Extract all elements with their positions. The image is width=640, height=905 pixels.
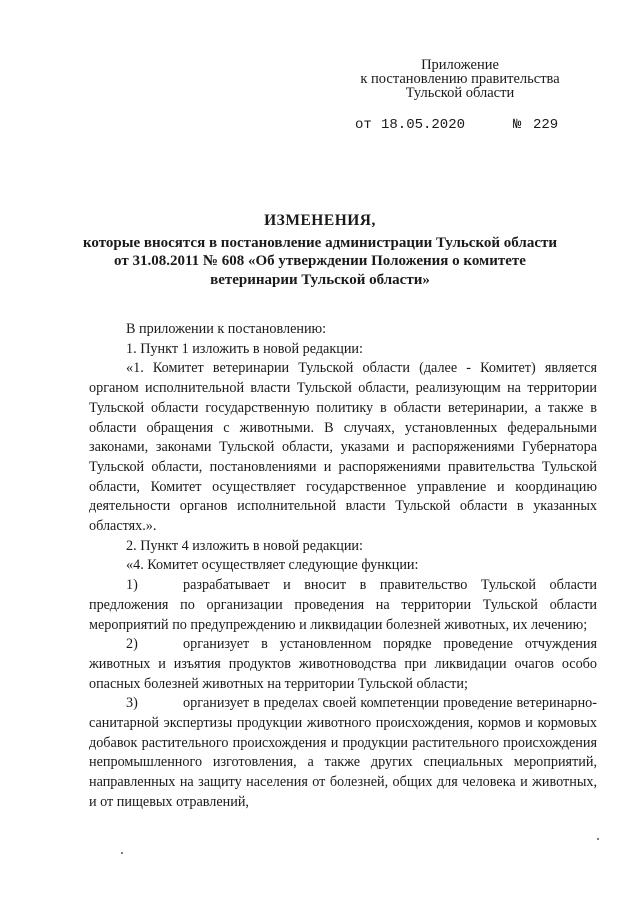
scan-speck [597,838,599,840]
document-date: 18.05.2020 [381,117,466,133]
body-paragraph: 2. Пункт 4 изложить в новой редакции: [126,537,363,554]
list-item-text: организует в пределах своей компетенции проведение ветеринарно-санитарной экспертизы продукции животного происхождения, кормов и кормовых добавок растительного происхождения и продукции растительного происхождения непромышленного изготовления, а также других специальных мероприятий, направленных на защиту населения от болезней, общих для человека и животных, и от пищевых отравлений, [89,695,597,810]
date-label: от [355,117,372,133]
body-paragraph: «1. Комитет ветеринарии Тульской области (далее - Комитет) является органом исполнительной власти Тульской области, реализующим на территории Тульской области государственную политику в области ветеринарии, а также в области обращения с животными. В случаях, установленных федеральными законами, законами Тульской области, указами и распоряжениями Губернатора Тульской области, постановлениями и распоряжениями правительства Тульской области, Комитет осуществляет государственное управление и координацию деятельности органов исполнительной власти Тульской области в указанных областях.». [89,360,597,535]
title-line: ветеринарии Тульской области» [210,271,430,288]
document-number: 229 [533,117,559,133]
body-paragraph: 1. Пункт 1 изложить в новой редакции: [126,340,363,357]
list-item-number: 1) [126,577,138,594]
scan-speck [121,852,123,854]
list-item-number: 3) [126,695,138,712]
appendix-line: Приложение [421,57,499,73]
number-label: № [513,117,522,133]
list-item-text: разрабатывает и вносит в правительство Тульской области предложения по организации проведения на территории Тульской области мероприятий по предупреждению и ликвидации болезней животных, их лечению; [89,577,597,633]
document-body [89,320,597,813]
appendix-header [330,58,590,100]
body-paragraph: В приложении к постановлению: [126,321,327,337]
body-paragraph: «4. Комитет осуществляет следующие функции: [126,557,419,574]
list-item [89,576,597,635]
list-item-number: 2) [126,636,138,653]
appendix-line: к постановлению правительства [360,71,560,87]
appendix-line: Тульской области [405,85,515,101]
title-main: ИЗМЕНЕНИЯ, [264,212,376,229]
list-item [89,694,597,812]
list-item [89,635,597,694]
list-item-text: организует в установленном порядке проведение отчуждения животных и изъятия продуктов животноводства при ликвидации очагов особо опасных болезней животных на территории Тульской области; [89,636,597,692]
document-title [80,212,560,289]
title-line: которые вносятся в постановление администрации Тульской области [82,234,557,251]
title-line: от 31.08.2011 № 608 «Об утверждении Положения о комитете [114,253,526,269]
